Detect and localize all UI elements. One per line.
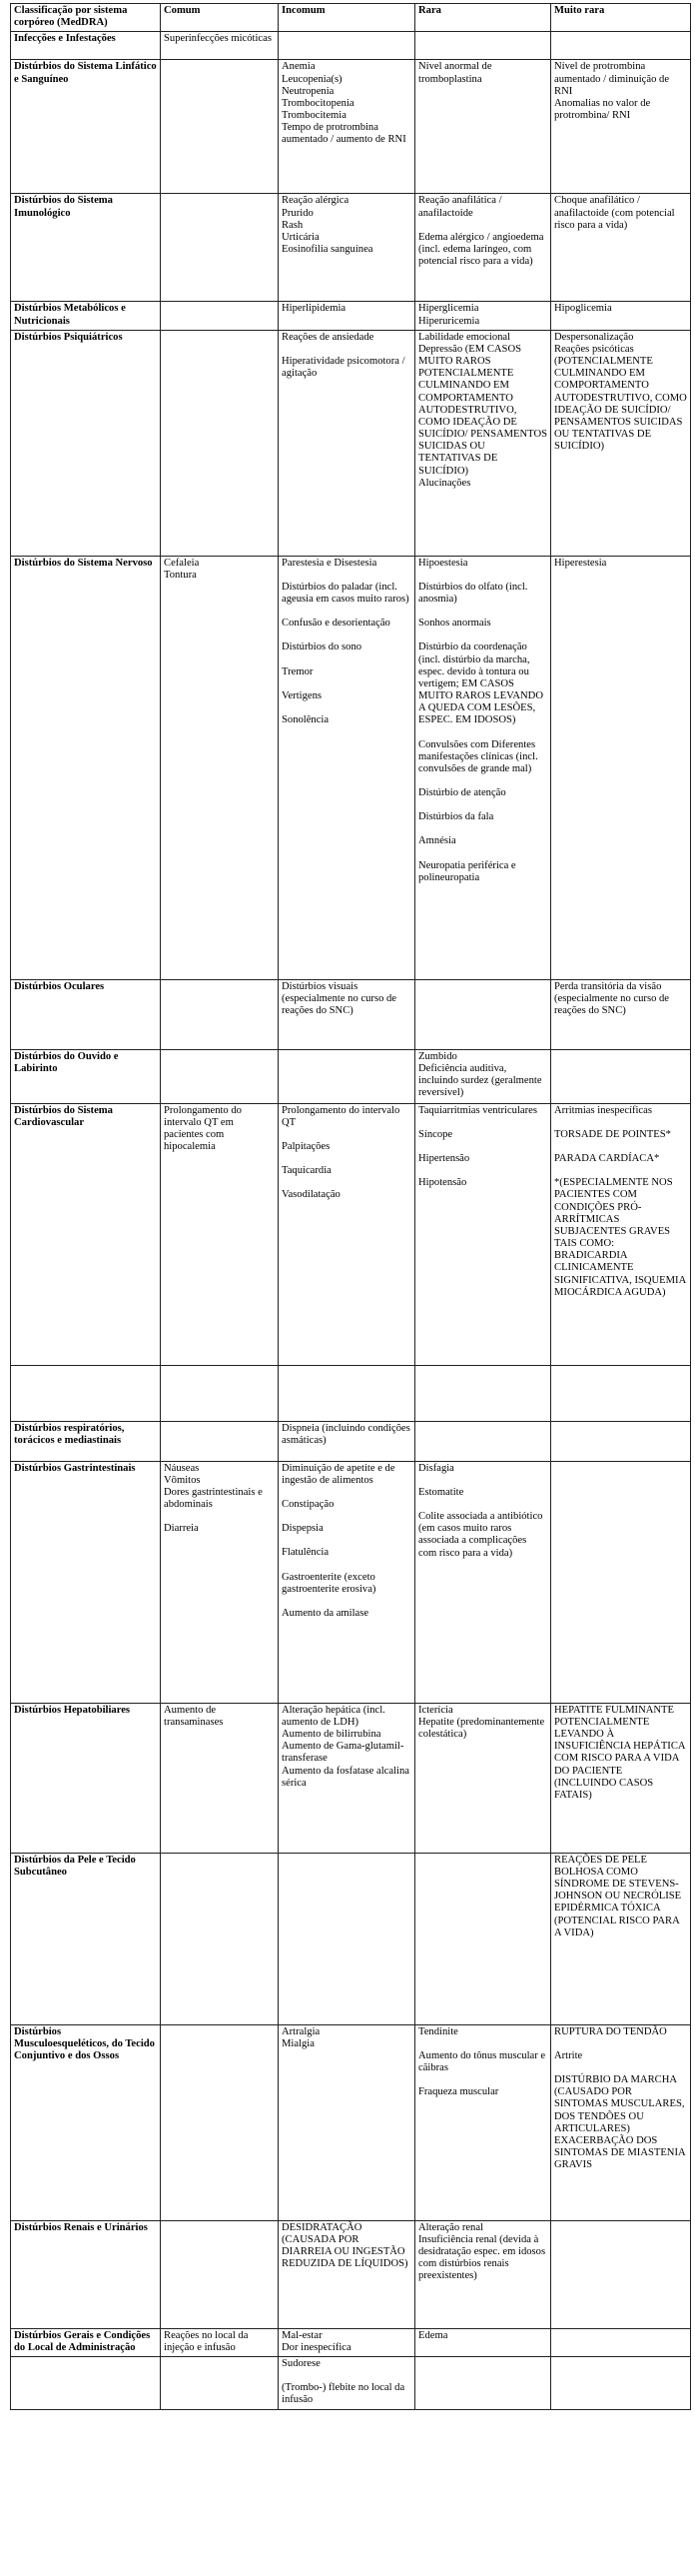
cell-text: Edema bbox=[418, 2329, 448, 2341]
rare-cell bbox=[415, 330, 551, 556]
cell-text: Tempo de protrombina aumentado / aumento de RNI bbox=[282, 122, 406, 146]
cell-text: Reações no local da injeção e infusão bbox=[164, 2329, 249, 2353]
cell-text: Superinfecções micóticas bbox=[164, 33, 272, 45]
common-cell bbox=[161, 330, 279, 556]
rare-cell bbox=[415, 1365, 551, 1421]
cell-text: Icterícia bbox=[418, 1704, 453, 1716]
cell-text: Insuficiência renal (devida à desidratação espec. em idosos com distúrbios renais preexistentes) bbox=[418, 2233, 546, 2282]
cell-text: Dores gastrintestinais e abdominais bbox=[164, 1487, 263, 1511]
very-rare-cell bbox=[551, 194, 691, 302]
cell-text: Despersonalização bbox=[554, 331, 634, 343]
uncommon-cell bbox=[279, 1421, 415, 1461]
common-cell bbox=[161, 32, 279, 60]
very-rare-cell bbox=[551, 1103, 691, 1365]
soc-cell bbox=[11, 1365, 161, 1421]
soc-cell: Infecções e Infestações bbox=[11, 32, 161, 60]
very-rare-cell bbox=[551, 2220, 691, 2328]
cell-text: Colite associada a antibiótico (em casos muito raros associada a complicações com risco para a vida) bbox=[418, 1511, 543, 1559]
cell-text: Sonhos anormais bbox=[418, 618, 491, 630]
table-row bbox=[11, 302, 691, 330]
cell-text: Neutropenia bbox=[282, 85, 335, 97]
cell-text: BRADICARDIA CLINICAMENTE SIGNIFICATIVA, ISQUEMIA MIOCÁRDICA AGUDA) bbox=[554, 1250, 686, 1298]
rare-cell bbox=[415, 32, 551, 60]
soc-cell: Distúrbios Oculares bbox=[11, 979, 161, 1049]
cell-text: Artralgia bbox=[282, 2025, 321, 2037]
header-common: Comum bbox=[161, 4, 279, 32]
cell-text: Diarreia bbox=[164, 1523, 199, 1535]
uncommon-cell bbox=[279, 556, 415, 979]
uncommon-cell bbox=[279, 1049, 415, 1103]
soc-cell: Distúrbios Psiquiátricos bbox=[11, 330, 161, 556]
cell-text: Síncope bbox=[418, 1128, 453, 1140]
cell-text: Edema alérgico / angioedema (incl. edema laríngeo, com potencial risco para a vida) bbox=[418, 231, 544, 268]
cell-text: Hiperuricemia bbox=[418, 315, 480, 327]
very-rare-cell bbox=[551, 302, 691, 330]
cell-text: Diminuição de apetite e de ingestão de alimentos bbox=[282, 1462, 395, 1486]
cell-text: Parestesia e Disestesia bbox=[282, 557, 377, 569]
common-cell bbox=[161, 1365, 279, 1421]
cell-text: Prolongamento do intervalo QT em pacientes com hipocalemia bbox=[164, 1104, 242, 1153]
table-row bbox=[11, 2024, 691, 2220]
cell-text: Reação alérgica bbox=[282, 195, 349, 207]
cell-text: *(ESPECIALMENTE NOS PACIENTES COM CONDIÇÕES PRÓ-ARRÍTMICAS SUBJACENTES GRAVES TAIS COMO: bbox=[554, 1177, 673, 1250]
common-cell bbox=[161, 1703, 279, 1853]
cell-text: Hipoestesia bbox=[418, 557, 468, 569]
cell-text: Aumento da amilase bbox=[282, 1607, 369, 1619]
very-rare-cell bbox=[551, 1365, 691, 1421]
uncommon-cell bbox=[279, 1703, 415, 1853]
cell-text: Tendinite bbox=[418, 2025, 458, 2037]
rare-cell bbox=[415, 2357, 551, 2410]
uncommon-cell bbox=[279, 2328, 415, 2356]
cell-text: Náuseas bbox=[164, 1462, 200, 1474]
cell-text: Anomalias no valor de protrombina/ RNI bbox=[554, 97, 651, 122]
table-row bbox=[11, 60, 691, 194]
cell-text: Mal-estar bbox=[282, 2329, 323, 2341]
rare-cell bbox=[415, 556, 551, 979]
cell-text: Aumento de transaminases bbox=[164, 1704, 224, 1728]
cell-text: Alteração hepática (incl. aumento de LDH) bbox=[282, 1704, 385, 1728]
common-cell bbox=[161, 2357, 279, 2410]
cell-text: Urticária bbox=[282, 231, 320, 243]
uncommon-cell bbox=[279, 1853, 415, 2024]
uncommon-cell bbox=[279, 2220, 415, 2328]
cell-text: Amnésia bbox=[418, 835, 456, 847]
cell-text: DISTÚRBIO DA MARCHA (CAUSADO POR SINTOMAS MUSCULARES, DOS TENDÕES OU ARTICULARES) bbox=[554, 2074, 685, 2134]
cell-text: Mialgia bbox=[282, 2037, 315, 2049]
cell-text: DESIDRATAÇÃO (CAUSADA POR DIARREIA OU INGESTÃO REDUZIDA DE LÍQUIDOS) bbox=[282, 2221, 408, 2270]
cell-text: Tremor bbox=[282, 665, 314, 677]
soc-cell: Distúrbios Musculoesqueléticos, do Tecido Conjuntivo e dos Ossos bbox=[11, 2024, 161, 2220]
common-cell bbox=[161, 60, 279, 194]
common-cell bbox=[161, 556, 279, 979]
header-uncommon: Incomum bbox=[279, 4, 415, 32]
uncommon-cell bbox=[279, 1103, 415, 1365]
very-rare-cell bbox=[551, 556, 691, 979]
header-rare: Rara bbox=[415, 4, 551, 32]
table-row bbox=[11, 2357, 691, 2410]
cell-text: REAÇÕES DE PELE BOLHOSA COMO SÍNDROME DE STEVENS-JOHNSON OU NECRÓLISE EPIDÉRMICA TÓXICA (POTENCIAL RISCO PARA A VIDA) bbox=[554, 1854, 682, 1938]
cell-text: Hepatite (predominantemente colestática) bbox=[418, 1716, 545, 1741]
cell-text: Disfagia bbox=[418, 1462, 454, 1474]
header-soc: Classificação por sistema corpóreo (MedDRA) bbox=[11, 4, 161, 32]
cell-text: Hipotensão bbox=[418, 1177, 467, 1189]
cell-text: Aumento de bilirrubina bbox=[282, 1729, 381, 1741]
cell-text: Deficiência auditiva, incluindo surdez (geralmente reversível) bbox=[418, 1062, 542, 1099]
table-row bbox=[11, 1103, 691, 1365]
cell-text: Distúrbios da fala bbox=[418, 811, 494, 823]
soc-cell: Distúrbios Gastrintestinais bbox=[11, 1461, 161, 1703]
very-rare-cell bbox=[551, 1703, 691, 1853]
cell-text: Prolongamento do intervalo QT bbox=[282, 1104, 400, 1128]
rare-cell bbox=[415, 1049, 551, 1103]
soc-cell: Distúrbios Metabólicos e Nutricionais bbox=[11, 302, 161, 330]
cell-text: Aumento do tônus muscular e cãibras bbox=[418, 2049, 546, 2074]
cell-text: EXACERBAÇÃO DOS SINTOMAS DE MIASTENIA GRAVIS bbox=[554, 2134, 686, 2171]
cell-text: Hiperglicemia bbox=[418, 303, 479, 315]
cell-text: Depressão (EM CASOS MUITO RAROS POTENCIALMENTE CULMINANDO EM COMPORTAMENTO AUTODESTRUTIVO, COMO IDEAÇÃO DE SUICÍDIO/ PENSAMENTOS SUICIDAS OU TENTATIVAS DE SUICÍDIO) bbox=[418, 343, 548, 477]
rare-cell bbox=[415, 1853, 551, 2024]
cell-text: Leucopenia(s) bbox=[282, 73, 343, 85]
rare-cell bbox=[415, 1461, 551, 1703]
cell-text: Tontura bbox=[164, 569, 197, 581]
common-cell bbox=[161, 302, 279, 330]
very-rare-cell bbox=[551, 2328, 691, 2356]
very-rare-cell bbox=[551, 1049, 691, 1103]
cell-text: (Trombo-) flebite no local da infusão bbox=[282, 2382, 405, 2406]
rare-cell bbox=[415, 1421, 551, 1461]
rare-cell bbox=[415, 1703, 551, 1853]
common-cell bbox=[161, 979, 279, 1049]
cell-text: Nível de protrombina aumentado / diminuição de RNI bbox=[554, 61, 670, 97]
rare-cell bbox=[415, 979, 551, 1049]
cell-text: Dor inespecífica bbox=[282, 2341, 351, 2353]
very-rare-cell bbox=[551, 330, 691, 556]
cell-text: Hipoglicemia bbox=[554, 303, 612, 315]
cell-text: Aumento de Gama-glutamil-transferase bbox=[282, 1741, 404, 1765]
cell-text: Distúrbios do olfato (incl. anosmia) bbox=[418, 581, 528, 606]
very-rare-cell bbox=[551, 1461, 691, 1703]
cell-text: Gastroenterite (exceto gastroenterite erosiva) bbox=[282, 1571, 376, 1595]
adverse-reactions-table bbox=[10, 3, 691, 2410]
uncommon-cell bbox=[279, 32, 415, 60]
common-cell bbox=[161, 1461, 279, 1703]
soc-cell: Distúrbios do Sistema Nervoso bbox=[11, 556, 161, 979]
cell-text: RUPTURA DO TENDÃO bbox=[554, 2025, 667, 2037]
table-row bbox=[11, 2220, 691, 2328]
uncommon-cell bbox=[279, 2357, 415, 2410]
cell-text: Vertigens bbox=[282, 689, 323, 701]
table-row bbox=[11, 2328, 691, 2356]
cell-text: Distúrbios visuais (especialmente no curso de reações do SNC) bbox=[282, 980, 397, 1017]
table-row bbox=[11, 1049, 691, 1103]
uncommon-cell bbox=[279, 194, 415, 302]
cell-text: Sonolência bbox=[282, 713, 330, 725]
uncommon-cell bbox=[279, 60, 415, 194]
cell-text: Reações psicóticas (POTENCIALMENTE CULMINANDO EM COMPORTAMENTO AUTODESTRUTIVO, COMO IDEAÇÃO DE SUICÍDIO/ PENSAMENTOS SUICIDAS OU TENTATIVAS DE SUICÍDIO) bbox=[554, 343, 687, 453]
soc-cell: Distúrbios do Sistema Imunológico bbox=[11, 194, 161, 302]
cell-text: Distúrbio de atenção bbox=[418, 787, 506, 799]
uncommon-cell bbox=[279, 302, 415, 330]
table-header-row bbox=[11, 4, 691, 32]
cell-text: Alucinações bbox=[418, 477, 471, 489]
cell-text: TORSADE DE POINTES* bbox=[554, 1128, 671, 1140]
cell-text: Estomatite bbox=[418, 1486, 464, 1498]
table-row bbox=[11, 32, 691, 60]
table-body bbox=[11, 32, 691, 2409]
cell-text: Prurido bbox=[282, 207, 314, 219]
cell-text: Arritmias inespecíficas bbox=[554, 1104, 652, 1116]
cell-text: Neuropatia periférica e polineuropatia bbox=[418, 859, 516, 883]
cell-text: Taquiarritmias ventriculares bbox=[418, 1104, 537, 1116]
cell-text: Anemia bbox=[282, 61, 316, 73]
cell-text: Eosinofilia sanguínea bbox=[282, 244, 373, 256]
table-row bbox=[11, 1853, 691, 2024]
rare-cell bbox=[415, 302, 551, 330]
cell-text: Distúrbios do paladar (incl. ageusia em casos muito raros) bbox=[282, 581, 409, 606]
soc-cell: Distúrbios da Pele e Tecido Subcutâneo bbox=[11, 1853, 161, 2024]
table-row bbox=[11, 1703, 691, 1853]
cell-text: HEPATITE FULMINANTE POTENCIALMENTE LEVANDO À INSUFICIÊNCIA HEPÁTICA COM RISCO PARA A VIDA DO PACIENTE (INCLUINDO CASOS FATAIS) bbox=[554, 1704, 685, 1801]
cell-text: Vasodilatação bbox=[282, 1189, 341, 1201]
table-row bbox=[11, 1421, 691, 1461]
cell-text: PARADA CARDÍACA* bbox=[554, 1153, 660, 1165]
very-rare-cell bbox=[551, 2024, 691, 2220]
cell-text: Alteração renal bbox=[418, 2221, 483, 2233]
cell-text: Perda transitória da visão (especialmente no curso de reações do SNC) bbox=[554, 980, 670, 1017]
common-cell bbox=[161, 2024, 279, 2220]
very-rare-cell bbox=[551, 32, 691, 60]
common-cell bbox=[161, 1049, 279, 1103]
soc-cell: Distúrbios Gerais e Condições do Local de Administração bbox=[11, 2328, 161, 2356]
cell-text: Cefaleia bbox=[164, 557, 200, 569]
common-cell bbox=[161, 2220, 279, 2328]
cell-text: Palpitações bbox=[282, 1141, 331, 1153]
table-row bbox=[11, 194, 691, 302]
very-rare-cell bbox=[551, 979, 691, 1049]
cell-text: Flatulência bbox=[282, 1547, 330, 1559]
table-row bbox=[11, 979, 691, 1049]
very-rare-cell bbox=[551, 60, 691, 194]
cell-text: Hipertensão bbox=[418, 1153, 470, 1165]
cell-text: Dispneia (incluindo condições asmáticas) bbox=[282, 1422, 410, 1446]
cell-text: Zumbido bbox=[418, 1050, 457, 1062]
very-rare-cell bbox=[551, 1421, 691, 1461]
cell-text: Choque anafilático / anafilactoide (com potencial risco para a vida) bbox=[554, 195, 675, 231]
cell-text: Artrite bbox=[554, 2049, 583, 2061]
cell-text: Hiperlipidemia bbox=[282, 303, 347, 315]
header-very-rare: Muito rara bbox=[551, 4, 691, 32]
soc-cell: Distúrbios do Ouvido e Labirinto bbox=[11, 1049, 161, 1103]
very-rare-cell bbox=[551, 2357, 691, 2410]
rare-cell bbox=[415, 194, 551, 302]
cell-text: Vômitos bbox=[164, 1474, 201, 1486]
soc-cell: Distúrbios Hepatobiliares bbox=[11, 1703, 161, 1853]
very-rare-cell bbox=[551, 1853, 691, 2024]
soc-cell: Distúrbios do Sistema Linfático e Sanguíneo bbox=[11, 60, 161, 194]
cell-text: Convulsões com Diferentes manifestações clínicas (incl. convulsões de grande mal) bbox=[418, 738, 538, 774]
cell-text: Dispepsia bbox=[282, 1523, 324, 1535]
cell-text: Fraqueza muscular bbox=[418, 2086, 499, 2098]
cell-text: Nível anormal de tromboplastina bbox=[418, 61, 492, 85]
table-row bbox=[11, 1461, 691, 1703]
rare-cell bbox=[415, 1103, 551, 1365]
cell-text: Trombocitemia bbox=[282, 110, 347, 122]
cell-text: Sudorese bbox=[282, 2358, 321, 2370]
soc-cell bbox=[11, 2357, 161, 2410]
cell-text: Constipação bbox=[282, 1499, 335, 1511]
cell-text: Hiperestesia bbox=[554, 557, 607, 569]
common-cell bbox=[161, 1421, 279, 1461]
rare-cell bbox=[415, 2328, 551, 2356]
soc-cell: Distúrbios do Sistema Cardiovascular bbox=[11, 1103, 161, 1365]
cell-text: Taquicardia bbox=[282, 1165, 332, 1177]
cell-text: Aumento da fosfatase alcalina sérica bbox=[282, 1765, 409, 1789]
rare-cell bbox=[415, 2220, 551, 2328]
cell-text: Trombocitopenia bbox=[282, 97, 354, 109]
table-row bbox=[11, 1365, 691, 1421]
rare-cell bbox=[415, 2024, 551, 2220]
cell-text: Reações de ansiedade bbox=[282, 331, 374, 343]
cell-text: Rash bbox=[282, 219, 304, 231]
cell-text: Labilidade emocional bbox=[418, 331, 511, 343]
cell-text: Reação anafilática / anafilactoide bbox=[418, 195, 502, 219]
common-cell bbox=[161, 2328, 279, 2356]
uncommon-cell bbox=[279, 1365, 415, 1421]
common-cell bbox=[161, 1103, 279, 1365]
cell-text: Hiperatividade psicomotora / agitação bbox=[282, 355, 405, 380]
uncommon-cell bbox=[279, 979, 415, 1049]
cell-text: Confusão e desorientação bbox=[282, 618, 390, 630]
soc-cell: Distúrbios respiratórios, torácicos e mediastinais bbox=[11, 1421, 161, 1461]
common-cell bbox=[161, 194, 279, 302]
soc-cell: Distúrbios Renais e Urinários bbox=[11, 2220, 161, 2328]
cell-text: Distúrbios do sono bbox=[282, 642, 362, 653]
cell-text: Distúrbio da coordenação (incl. distúrbio da marcha, espec. devido à tontura ou vertigem; EM CASOS MUITO RAROS LEVANDO A QUEDA COM LESÕES, ESPEC. EM IDOSOS) bbox=[418, 642, 543, 726]
uncommon-cell bbox=[279, 2024, 415, 2220]
rare-cell bbox=[415, 60, 551, 194]
uncommon-cell bbox=[279, 1461, 415, 1703]
common-cell bbox=[161, 1853, 279, 2024]
table-row bbox=[11, 556, 691, 979]
table-row bbox=[11, 330, 691, 556]
uncommon-cell bbox=[279, 330, 415, 556]
